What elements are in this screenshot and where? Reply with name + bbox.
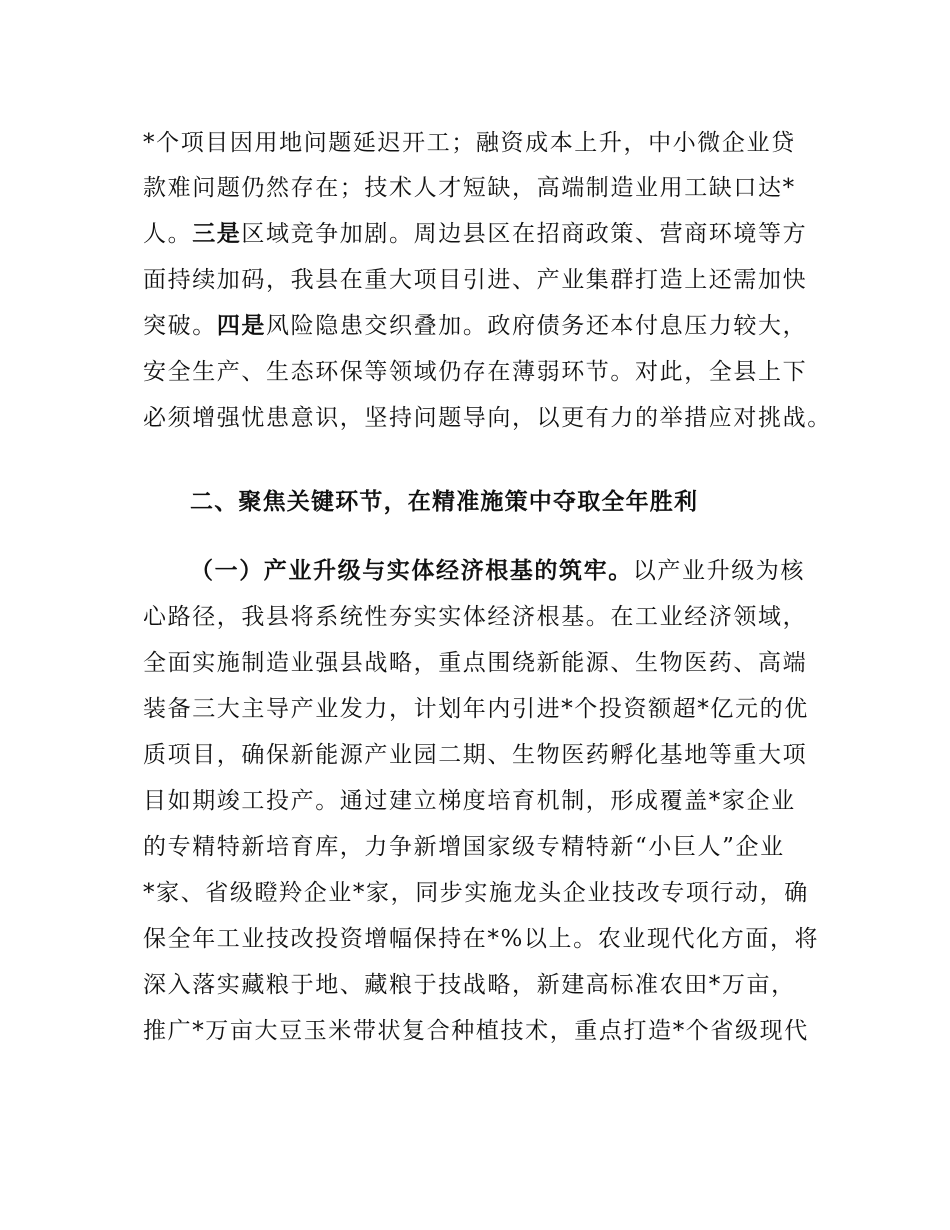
paragraph-text: 推广*万亩大豆玉米带状复合种植技术，重点打造*个省级现代 [143,1018,809,1044]
paragraph-text: 心路径，我县将系统性夯实实体经济根基。在工业经济领域， [143,604,808,630]
paragraph-line [143,123,796,163]
paragraph-text: 风险隐患交织叠加。政府债务还本付息压力较大， [266,313,808,339]
paragraph-line [143,781,796,821]
paragraph-text: *个项目因用地问题延迟开工；融资成本上升，中小微企业贷 [143,130,796,156]
paragraph-line [143,214,807,254]
paragraph-text: 保全年工业技改投资增幅保持在*%以上。农业现代化方面，将 [143,926,820,952]
paragraph-line [143,1011,809,1051]
paragraph-text: 目如期竣工投产。通过建立梯度培育机制，形成覆盖*家企业 [143,788,796,814]
paragraph-line [143,306,807,346]
paragraph-text: 区域竞争加剧。周边县区在招商政策、营商环境等方 [241,221,808,247]
paragraph-line [143,919,819,959]
paragraph-line [190,551,805,591]
paragraph-line [143,965,796,1005]
paragraph-text: 质项目，确保新能源产业园二期、生物医药孵化基地等重大项 [143,742,808,768]
paragraph-text: 突破。 [143,313,217,339]
paragraph-text: 人。 [143,221,193,247]
paragraph-line [143,352,807,392]
paragraph-line [143,168,796,208]
paragraph-text: 必须增强忧患意识，坚持问题导向，以更有力的举措应对挑战。 [143,405,832,431]
paragraph-text: 的专精特新培育库，力争新增国家级专精特新“小巨人”企业 [143,834,785,860]
section-heading: 二、聚焦关键环节，在精准施策中夺取全年胜利 [190,489,699,515]
paragraph-line [143,689,809,729]
paragraph-text: 以产业升级为核 [632,558,806,584]
paragraph-text: 款难问题仍然存在；技术人才短缺，高端制造业用工缺口达* [143,175,796,201]
paragraph-line [143,597,807,637]
subsection-title: （一）产业升级与实体经济根基的筑牢。 [190,558,633,584]
paragraph-text: 装备三大主导产业发力，计划年内引进*个投资额超*亿元的优 [143,696,809,722]
paragraph-line [143,398,832,438]
paragraph-text: 深入落实藏粮于地、藏粮于技战略，新建高标准农田*万亩， [143,972,796,998]
paragraph-line [143,873,809,913]
paragraph-line [143,260,807,300]
paragraph-line [143,827,785,867]
paragraph-text: *家、省级瞪羚企业*家，同步实施龙头企业技改专项行动，确 [143,880,809,906]
paragraph-line [143,643,807,683]
paragraph-text: 面持续加码，我县在重大项目引进、产业集群打造上还需加快 [143,267,808,293]
paragraph-text: 全面实施制造业强县战略，重点围绕新能源、生物医药、高端 [143,650,808,676]
emphasis-text: 三是 [192,221,242,247]
paragraph-text: 安全生产、生态环保等领域仍存在薄弱环节。对此，全县上下 [143,359,808,385]
paragraph-line [143,735,807,775]
emphasis-text: 四是 [216,313,267,339]
